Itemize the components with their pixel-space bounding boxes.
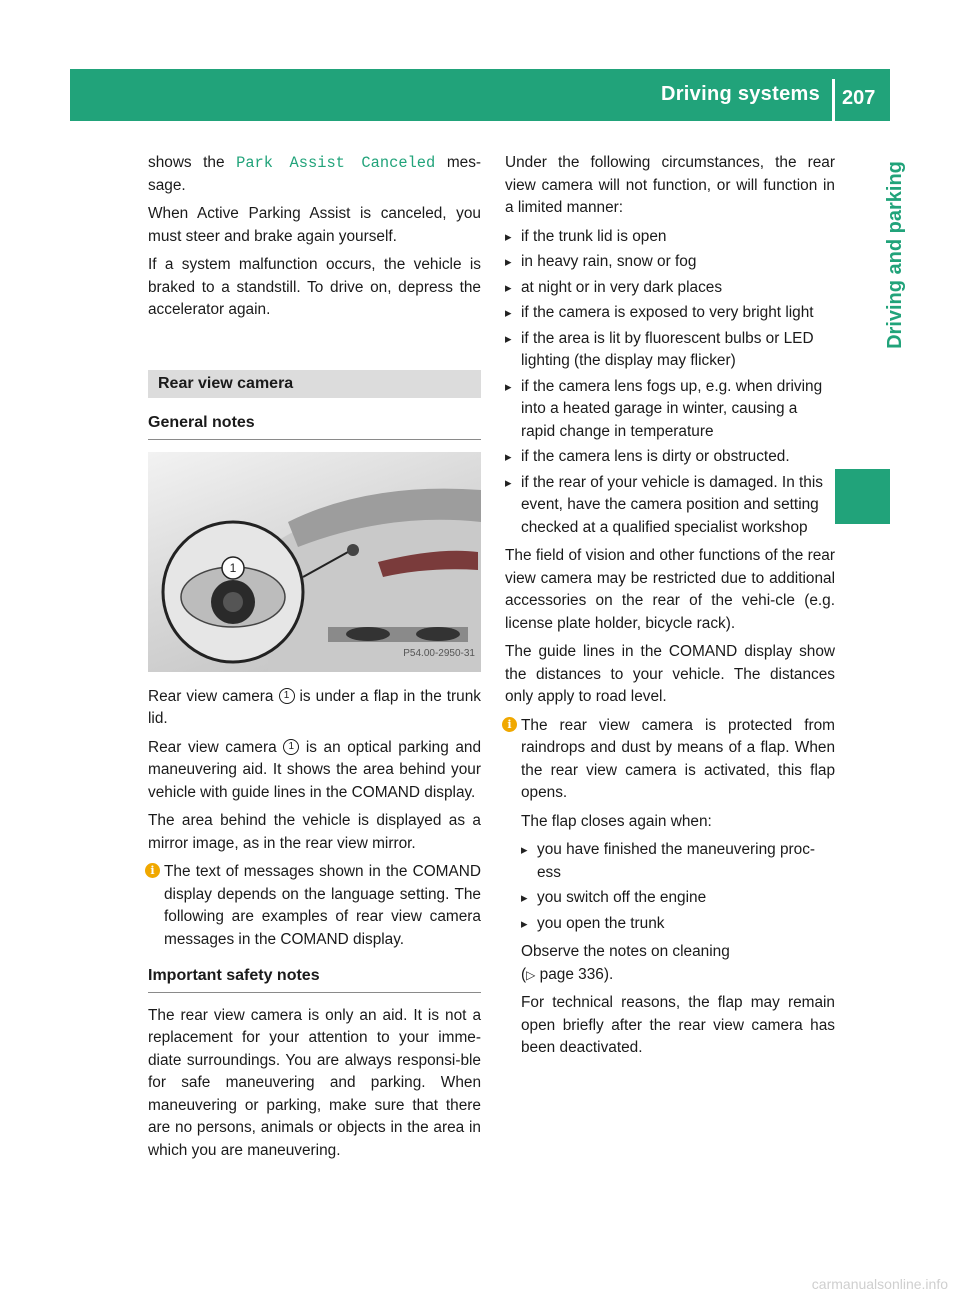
paragraph: The rear view camera is only an aid. It is not a replacement for your attention to your imme-diate surroundings. You are always responsi-ble for safe maneuvering and parking. When maneuvering or parking, make sure that there are no persons, animals or objects in the area in which you are maneuvering. bbox=[148, 1006, 481, 1159]
text: Rear view camera bbox=[148, 738, 277, 756]
list-item: ▸ if the area is lit by fluorescent bulbs or LED lighting (the display may flicker) bbox=[505, 328, 835, 373]
text: mes-sage. bbox=[148, 154, 482, 194]
page-number: 207 bbox=[842, 87, 876, 109]
rear-camera-photo bbox=[148, 452, 481, 672]
paragraph: Under the following circumstances, the rear view camera will not function, or will function in a limited manner: bbox=[505, 154, 835, 216]
list-item: ▸ in heavy rain, snow or fog bbox=[505, 251, 835, 274]
paragraph: When Active Parking Assist is canceled, you must steer and brake again yourself. bbox=[148, 205, 481, 245]
car-rear-illustration bbox=[148, 452, 481, 672]
text: is under a flap in the trunk lid. bbox=[148, 687, 481, 727]
header-divider bbox=[832, 79, 835, 121]
paragraph: The area behind the vehicle is displayed as a mirror image, as in the rear view mirror. bbox=[148, 812, 481, 852]
paragraph bbox=[148, 686, 481, 731]
note-bullet-list bbox=[521, 839, 835, 935]
subheading-general-notes: General notes bbox=[148, 412, 481, 440]
text: Rear view camera bbox=[148, 687, 274, 705]
side-tab-label: Driving and parking bbox=[884, 161, 906, 349]
side-tab bbox=[835, 125, 890, 439]
list-item: ▸ you switch off the engine bbox=[521, 887, 835, 910]
paragraph: The field of vision and other functions of the rear view camera may be restricted due to additional accessories on the rear of the vehi-cle (e.g. license plate holder, bicycle rack). bbox=[505, 547, 835, 632]
list-item: ▸ you have finished the maneuvering proc-ess bbox=[521, 839, 835, 884]
list-item: ▸ if the camera lens fogs up, e.g. when driving into a heated garage in winter, causing a rapid change in temperature bbox=[505, 376, 835, 444]
bullet-list bbox=[505, 226, 835, 540]
text: Observe the notes on cleaning bbox=[521, 943, 730, 960]
paragraph bbox=[148, 152, 481, 197]
watermark: carmanualsonline.info bbox=[811, 1276, 948, 1292]
display-message: Park Assist Canceled bbox=[236, 154, 436, 172]
photo-callout: 1 bbox=[229, 560, 237, 575]
note-text: For technical reasons, the flap may remain open briefly after the rear view camera has been deactivated. bbox=[521, 994, 835, 1056]
info-note bbox=[148, 861, 481, 951]
note-text: The flap closes again when: bbox=[521, 812, 712, 830]
note-text: The rear view camera is protected from raindrops and dust by means of a flap. When the rear view camera is activated, this flap opens. bbox=[521, 716, 835, 801]
list-item: ▸ if the camera is exposed to very bright light bbox=[505, 302, 835, 325]
list-item: ▸ if the trunk lid is open bbox=[505, 226, 835, 249]
side-tab-marker bbox=[835, 469, 890, 524]
text: shows the bbox=[148, 154, 225, 171]
paragraph: The guide lines in the COMAND display show the distances to your vehicle. The distances only apply to road level. bbox=[505, 643, 835, 705]
header-title: Driving systems bbox=[660, 83, 820, 105]
paragraph: If a system malfunction occurs, the vehicle is braked to a standstill. To drive on, depress the accelerator again. bbox=[148, 256, 481, 318]
list-item: ▸ at night or in very dark places bbox=[505, 277, 835, 300]
page-reference-link[interactable]: page 336). bbox=[539, 965, 614, 983]
text: is an optical parking and maneuvering aid. It shows the area behind your vehicle with guide lines in the COMAND display. bbox=[148, 738, 482, 801]
photo-code: P54.00-2950-31 bbox=[403, 648, 475, 659]
list-item: ▸ if the rear of your vehicle is damaged. In this event, have the camera position and setting checked at a qualified specialist workshop bbox=[505, 472, 835, 540]
list-item: ▸ you open the trunk bbox=[521, 913, 835, 936]
note-text: The text of messages shown in the COMAND display depends on the language setting. The following are examples of rear view camera messages in the COMAND display. bbox=[164, 863, 481, 948]
subheading-safety-notes: Important safety notes bbox=[148, 965, 481, 993]
info-note bbox=[505, 715, 835, 1060]
reference-number: 1 bbox=[279, 688, 295, 704]
left-column bbox=[148, 152, 481, 1168]
triangle-right-icon: ▷ bbox=[526, 967, 536, 982]
info-icon: i bbox=[145, 863, 160, 878]
info-icon: i bbox=[502, 717, 517, 732]
paragraph bbox=[148, 737, 481, 805]
note-text: Observe the notes on cleaning (▷ page 336). bbox=[521, 943, 730, 983]
list-item: ▸ if the camera lens is dirty or obstructed. bbox=[505, 446, 835, 469]
right-column bbox=[505, 152, 835, 1066]
section-title: Rear view camera bbox=[148, 370, 481, 399]
header-bar bbox=[70, 69, 890, 121]
reference-number: 1 bbox=[283, 739, 299, 755]
